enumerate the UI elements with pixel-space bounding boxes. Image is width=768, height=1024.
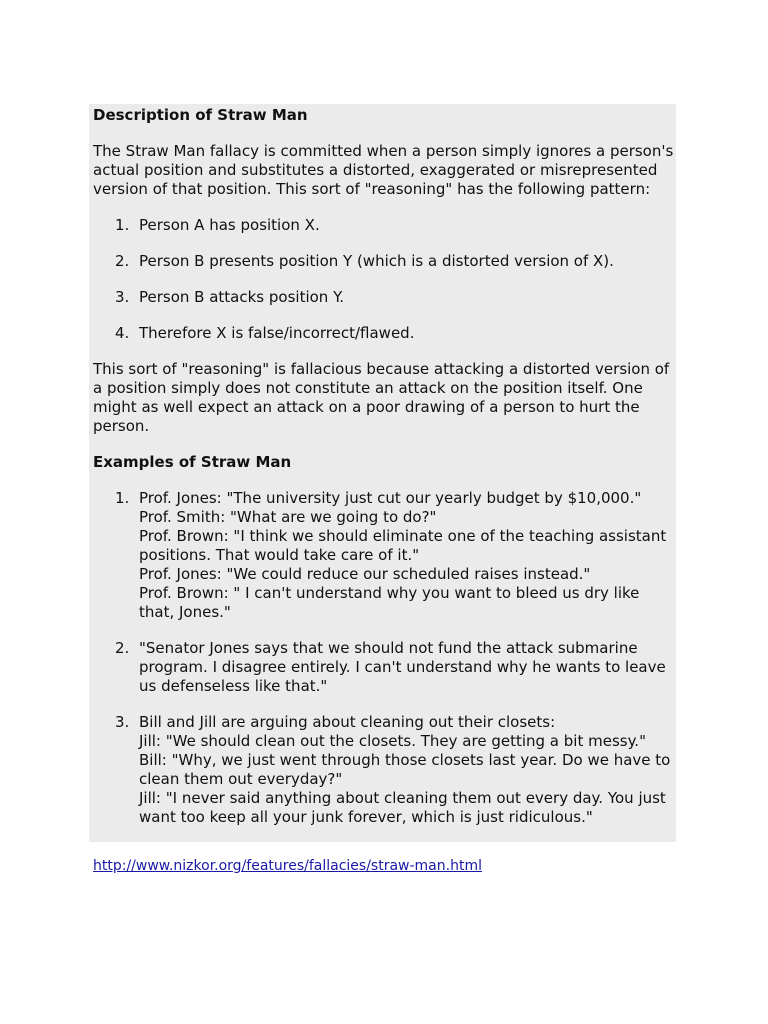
- list-item: [93, 324, 675, 343]
- list-item-text: Person B presents position Y (which is a distorted version of X).: [139, 252, 614, 270]
- explanation-paragraph: This sort of "reasoning" is fallacious because attacking a distorted version of a position simply does not constitute an attack on the position itself. One might as well expect an attack on a poor drawing of a person to hurt the person.: [93, 360, 670, 435]
- list-item: [93, 216, 675, 235]
- dialogue-line: Prof. Jones: "The university just cut our yearly budget by $10,000.": [139, 489, 642, 507]
- heading-description: Description of Straw Man: [93, 106, 308, 124]
- list-item: [93, 252, 675, 271]
- list-item: [93, 639, 675, 696]
- dialogue-line: Prof. Jones: "We could reduce our scheduled raises instead.": [139, 565, 591, 583]
- dialogue-line: Prof. Brown: "I think we should eliminate one of the teaching assistant positions. That would take care of it.": [139, 527, 667, 564]
- dialogue-line: Bill: "Why, we just went through those closets last year. Do we have to clean them out everyday?": [139, 751, 671, 788]
- source-link-container: [93, 857, 482, 876]
- document-content: [93, 104, 675, 827]
- list-number: 4.: [115, 324, 130, 342]
- list-number: 2.: [115, 639, 130, 657]
- pattern-steps-list: [93, 216, 675, 343]
- list-number: 1.: [115, 489, 130, 507]
- list-number: 3.: [115, 288, 130, 306]
- list-number: 1.: [115, 216, 130, 234]
- dialogue-line: Prof. Brown: " I can't understand why you want to bleed us dry like that, Jones.": [139, 584, 640, 621]
- intro-paragraph: The Straw Man fallacy is committed when a person simply ignores a person's actual position and substitutes a distorted, exaggerated or misrepresented version of that position. This sort of "reasoning" has the following pattern:: [93, 142, 674, 198]
- list-number: 2.: [115, 252, 130, 270]
- source-link[interactable]: http://www.nizkor.org/features/fallacies/straw-man.html: [93, 858, 482, 874]
- examples-list: [93, 489, 675, 827]
- dialogue-line: Prof. Smith: "What are we going to do?": [139, 508, 437, 526]
- list-item-text: Therefore X is false/incorrect/flawed.: [139, 324, 415, 342]
- list-item-text: Person B attacks position Y.: [139, 288, 344, 306]
- list-item: [93, 489, 675, 622]
- dialogue-line: Jill: "We should clean out the closets. They are getting a bit messy.": [139, 732, 646, 750]
- dialogue-line: Bill and Jill are arguing about cleaning out their closets:: [139, 713, 556, 731]
- list-item: [93, 713, 675, 827]
- heading-examples: Examples of Straw Man: [93, 453, 292, 471]
- list-number: 3.: [115, 713, 130, 731]
- dialogue-line: "Senator Jones says that we should not fund the attack submarine program. I disagree entirely. I can't understand why he wants to leave us defenseless like that.": [139, 639, 666, 695]
- dialogue-line: Jill: "I never said anything about cleaning them out every day. You just want too keep all your junk forever, which is just ridiculous.": [139, 789, 666, 826]
- list-item: [93, 288, 675, 307]
- list-item-text: Person A has position X.: [139, 216, 320, 234]
